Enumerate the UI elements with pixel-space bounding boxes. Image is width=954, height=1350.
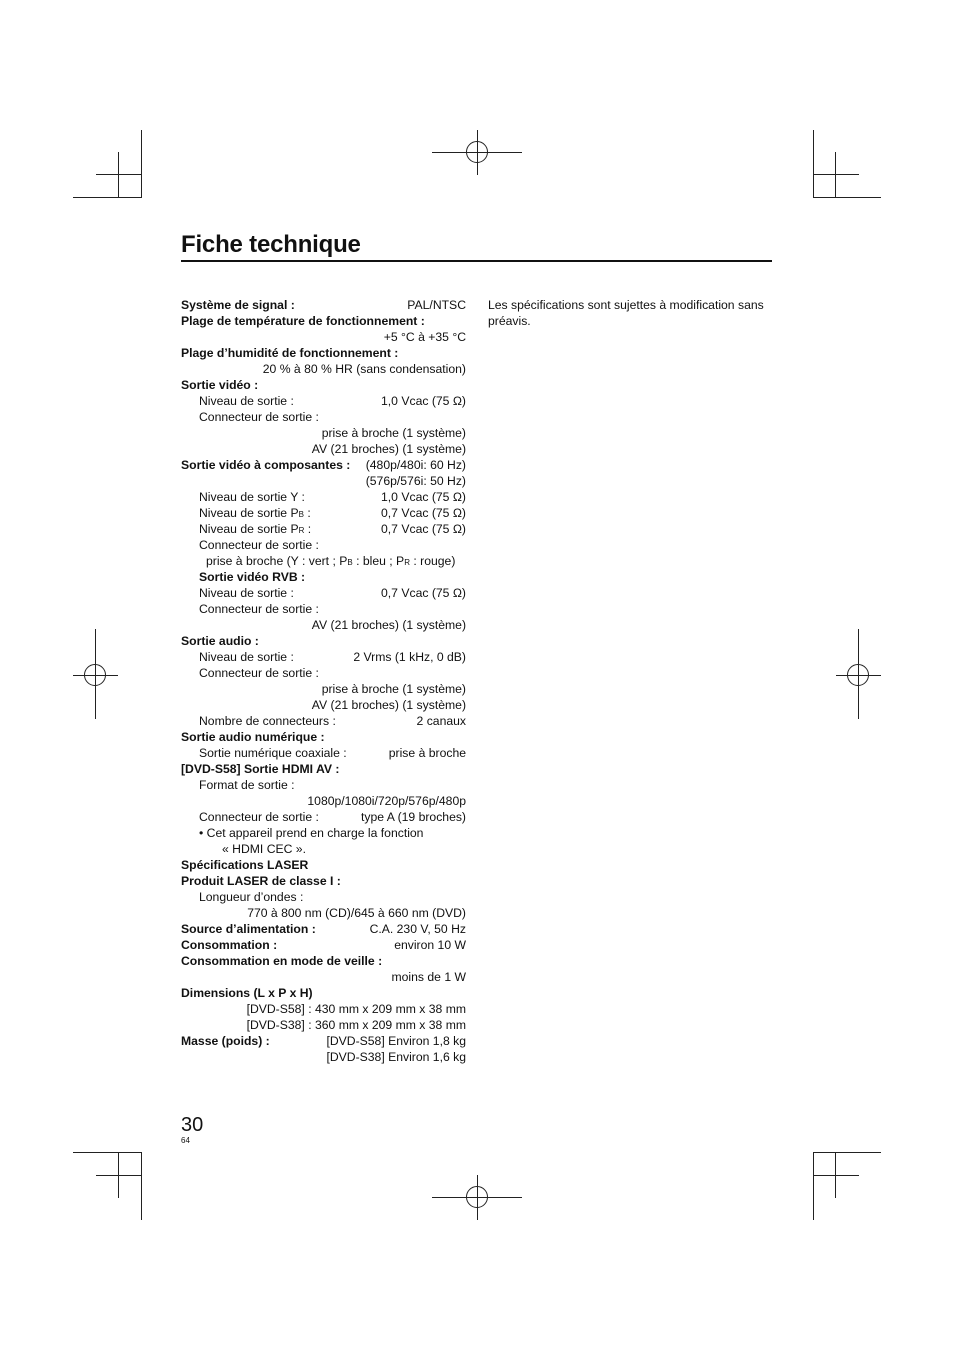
page-title: Fiche technique	[181, 231, 361, 258]
spec-list	[181, 297, 466, 1065]
spec-row-hdmi-format: Format de sortie :	[199, 778, 295, 792]
spec-row-digital-coax: Sortie numérique coaxiale : prise à broche	[199, 746, 466, 760]
spec-row-comp-conn-value: prise à broche (Y : vert ; PB : bleu ; PR : rouge)	[206, 554, 456, 568]
spec-heading-video: Sortie vidéo :	[181, 378, 259, 392]
page-number: 30	[181, 1114, 204, 1136]
spec-row-hdmi-conn: Connecteur de sortie : type A (19 broches)	[199, 810, 466, 824]
spec-row-dims-s38: [DVD-S38] : 360 mm x 209 mm x 38 mm	[246, 1018, 466, 1032]
spec-row-mass: Masse (poids) : [DVD-S58] Environ 1,8 kg	[181, 1034, 466, 1048]
spec-row-video-conn-2: AV (21 broches) (1 système)	[311, 442, 466, 456]
spec-row-hdmi-format-value: 1080p/1080i/720p/576p/480p	[307, 794, 466, 808]
spec-row-humidity-value: 20 % à 80 % HR (sans condensation)	[262, 362, 466, 376]
spec-row-rgb-conn-value: AV (21 broches) (1 système)	[311, 618, 466, 632]
spec-row-audio-conn-1: prise à broche (1 système)	[321, 682, 466, 696]
spec-row-comp-pr: Niveau de sortie PR : 0,7 Vcac (75 Ω)	[199, 522, 466, 536]
spec-row-comp-y: Niveau de sortie Y : 1,0 Vcac (75 Ω)	[199, 490, 466, 504]
spec-heading-dimensions: Dimensions (L x P x H)	[181, 986, 313, 1000]
page-sub-number: 64	[181, 1136, 190, 1145]
spec-row-temp-value: +5 °C à +35 °C	[383, 330, 466, 344]
spec-row-component-freq: (576p/576i: 50 Hz)	[365, 474, 466, 488]
spec-heading-component: Sortie vidéo à composantes : (480p/480i: 60 Hz)	[181, 458, 466, 472]
spec-row-humidity: Plage d’humidité de fonctionnement :	[181, 346, 399, 360]
spec-row-audio-count: Nombre de connecteurs : 2 canaux	[199, 714, 466, 728]
spec-row-temp: Plage de température de fonctionnement :	[181, 314, 425, 328]
spec-row-rgb-conn: Connecteur de sortie :	[199, 602, 319, 616]
spec-row-standby-value: moins de 1 W	[391, 970, 466, 984]
spec-row-video-conn: Connecteur de sortie :	[199, 410, 319, 424]
spec-note: Les spécifications sont sujettes à modification sans préavis.	[488, 298, 764, 328]
spec-row-video-conn-1: prise à broche (1 système)	[321, 426, 466, 440]
spec-row-power: Source d’alimentation : C.A. 230 V, 50 Hz	[181, 922, 466, 936]
spec-row-signal: Système de signal : PAL/NTSC	[181, 298, 466, 312]
spec-heading-rgb: Sortie vidéo RVB :	[199, 570, 306, 584]
spec-row-standby: Consommation en mode de veille :	[181, 954, 383, 968]
spec-heading-audio: Sortie audio :	[181, 634, 259, 648]
spec-row-consumption: Consommation : environ 10 W	[181, 938, 466, 952]
spec-row-audio-conn-2: AV (21 broches) (1 système)	[311, 698, 466, 712]
spec-row-laser-wave: Longueur d’ondes :	[199, 890, 304, 904]
spec-row-comp-conn: Connecteur de sortie :	[199, 538, 319, 552]
spec-row-audio-level: Niveau de sortie : 2 Vrms (1 kHz, 0 dB)	[199, 650, 466, 664]
spec-row-laser-wave-value: 770 à 800 nm (CD)/645 à 660 nm (DVD)	[247, 906, 466, 920]
spec-heading-laser: Spécifications LASER	[181, 858, 309, 872]
spec-row-hdmi-note-1: • Cet appareil prend en charge la fonction	[199, 826, 424, 840]
spec-row-mass-s38: [DVD-S38] Environ 1,6 kg	[326, 1050, 466, 1064]
title-rule	[181, 260, 772, 262]
spec-row-audio-conn: Connecteur de sortie :	[199, 666, 319, 680]
spec-row-rgb-level: Niveau de sortie : 0,7 Vcac (75 Ω)	[199, 586, 466, 600]
spec-row-hdmi-note-2: « HDMI CEC ».	[222, 842, 306, 856]
spec-row-dims-s58: [DVD-S58] : 430 mm x 209 mm x 38 mm	[246, 1002, 466, 1016]
spec-heading-hdmi: [DVD-S58] Sortie HDMI AV :	[181, 762, 340, 776]
spec-row-comp-pb: Niveau de sortie PB : 0,7 Vcac (75 Ω)	[199, 506, 466, 520]
spec-row-laser-class: Produit LASER de classe I :	[181, 874, 341, 888]
spec-heading-digital: Sortie audio numérique :	[181, 730, 325, 744]
spec-row-video-level: Niveau de sortie : 1,0 Vcac (75 Ω)	[199, 394, 466, 408]
